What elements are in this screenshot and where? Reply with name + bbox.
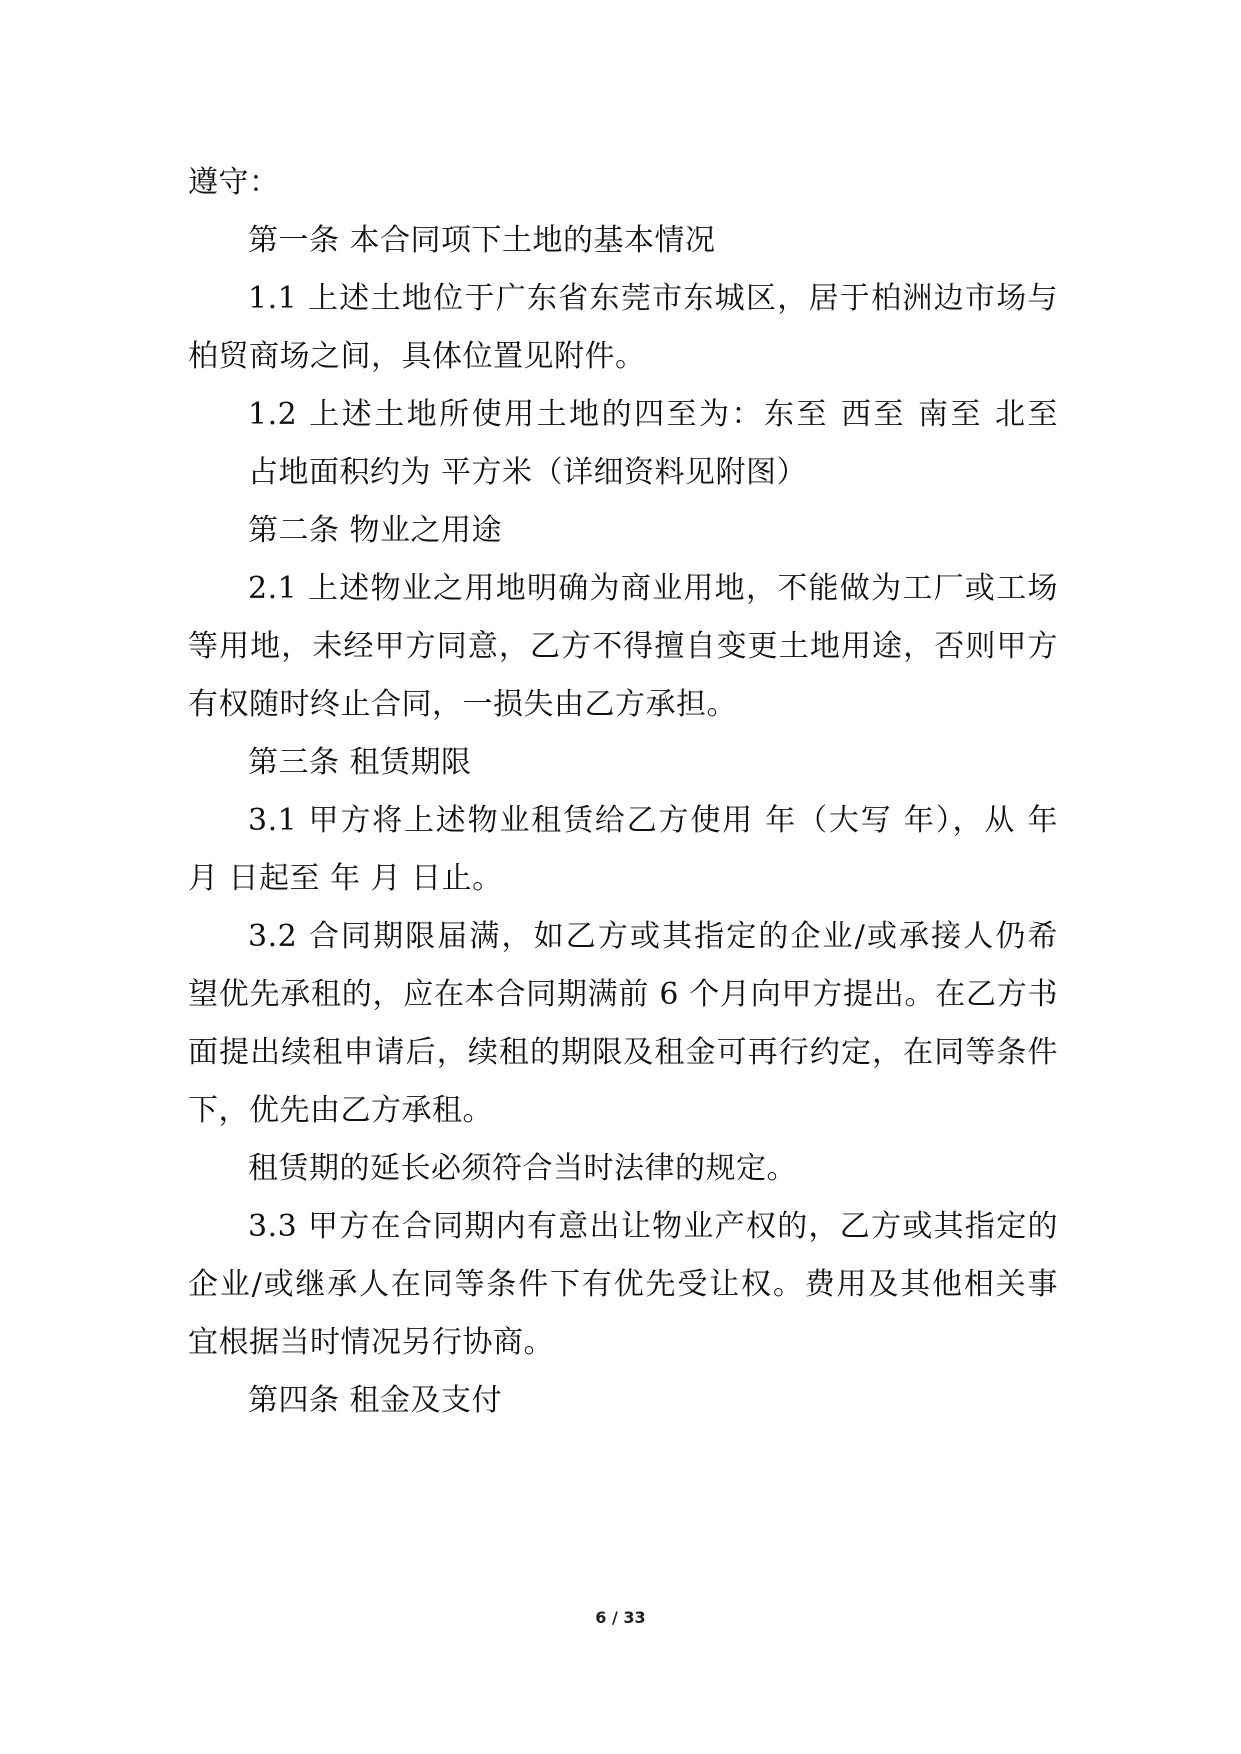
section-heading: 第二条 物业之用途 [248, 513, 503, 548]
text-line: 3.3 甲方在合同期内有意出让物业产权的，乙方或其指定的 [248, 1209, 1058, 1244]
text-line: 1.2 上述土地所使用土地的四至为：东至 西至 南至 北至 [248, 397, 1058, 432]
text-line: 下，优先由乙方承租。 [188, 1093, 493, 1128]
text-line: 3.2 合同期限届满，如乙方或其指定的企业/或承接人仍希 [248, 919, 1058, 954]
text-line: 有权随时终止合同，一损失由乙方承担。 [188, 687, 737, 722]
text-line: 月 日起至 年 月 日止。 [188, 861, 503, 896]
document-body [188, 154, 1058, 1430]
text-line: 柏贸商场之间，具体位置见附件。 [188, 339, 646, 374]
text-line: 等用地，未经甲方同意，乙方不得擅自变更土地用途，否则甲方 [188, 629, 1058, 664]
page-number: 6 / 33 [595, 1608, 646, 1627]
text-line: 望优先承租的，应在本合同期满前 6 个月向甲方提出。在乙方书 [188, 977, 1058, 1012]
text-line: 2.1 上述物业之用地明确为商业用地，不能做为工厂或工场 [248, 571, 1058, 606]
text-line: 遵守： [188, 165, 280, 200]
text-line: 租赁期的延长必须符合当时法律的规定。 [248, 1151, 797, 1186]
text-line: 占地面积约为 平方米（详细资料见附图） [248, 455, 808, 490]
text-line: 企业/或继承人在同等条件下有优先受让权。费用及其他相关事 [188, 1267, 1058, 1302]
section-heading: 第四条 租金及支付 [248, 1383, 503, 1418]
text-line: 3.1 甲方将上述物业租赁给乙方使用 年（大写 年），从 年 [248, 803, 1058, 838]
text-line: 1.1 上述土地位于广东省东莞市东城区，居于柏洲边市场与 [248, 281, 1058, 316]
section-heading: 第三条 租赁期限 [248, 745, 472, 780]
text-line: 面提出续租申请后，续租的期限及租金可再行约定，在同等条件 [188, 1035, 1058, 1070]
section-heading: 第一条 本合同项下土地的基本情况 [248, 223, 716, 258]
text-line: 宜根据当时情况另行协商。 [188, 1325, 554, 1360]
